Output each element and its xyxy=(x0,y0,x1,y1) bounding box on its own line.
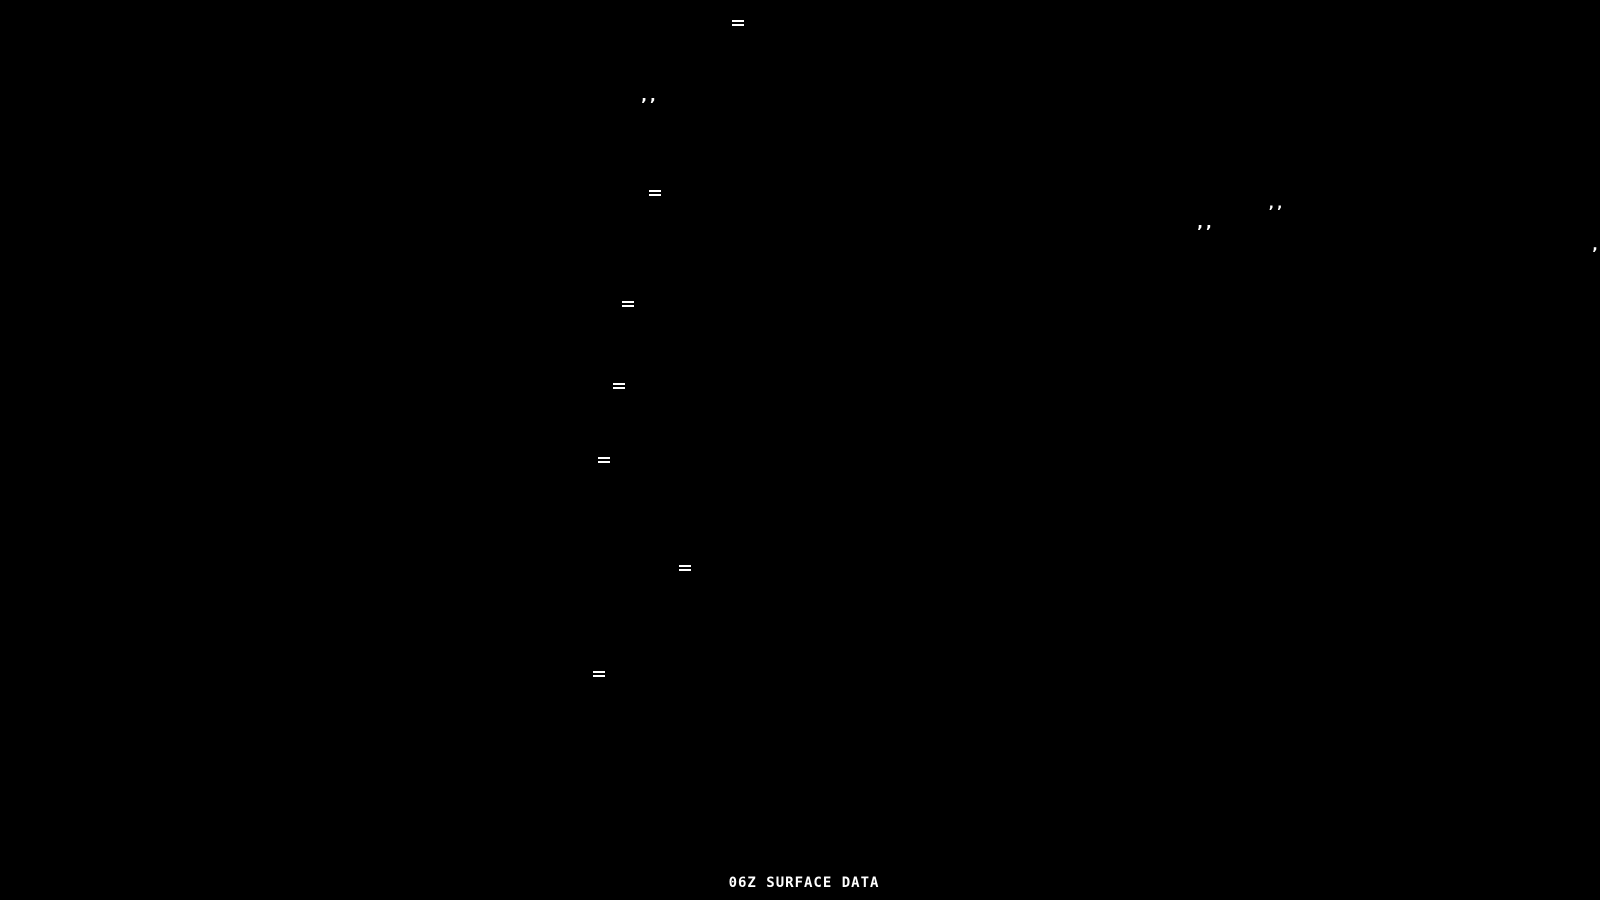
weather-symbol-fog-6 xyxy=(679,565,691,571)
weather-symbol-drizzle-1: ,, xyxy=(641,87,659,105)
weather-symbol-fog-4 xyxy=(613,383,625,389)
map-caption: 06Z SURFACE DATA xyxy=(728,875,880,891)
weather-symbol-fog-2 xyxy=(649,190,661,196)
weather-symbol-fog-3 xyxy=(622,301,634,307)
weather-symbol-fog-1 xyxy=(732,20,744,26)
weather-symbol-drizzle-3: ,, xyxy=(1197,214,1215,232)
weather-symbol-fog-5 xyxy=(598,457,610,463)
weather-symbol-drizzle-4: , xyxy=(1592,238,1598,254)
weather-symbol-drizzle-2: ’’ xyxy=(1268,204,1286,220)
weather-symbol-fog-7 xyxy=(593,671,605,677)
